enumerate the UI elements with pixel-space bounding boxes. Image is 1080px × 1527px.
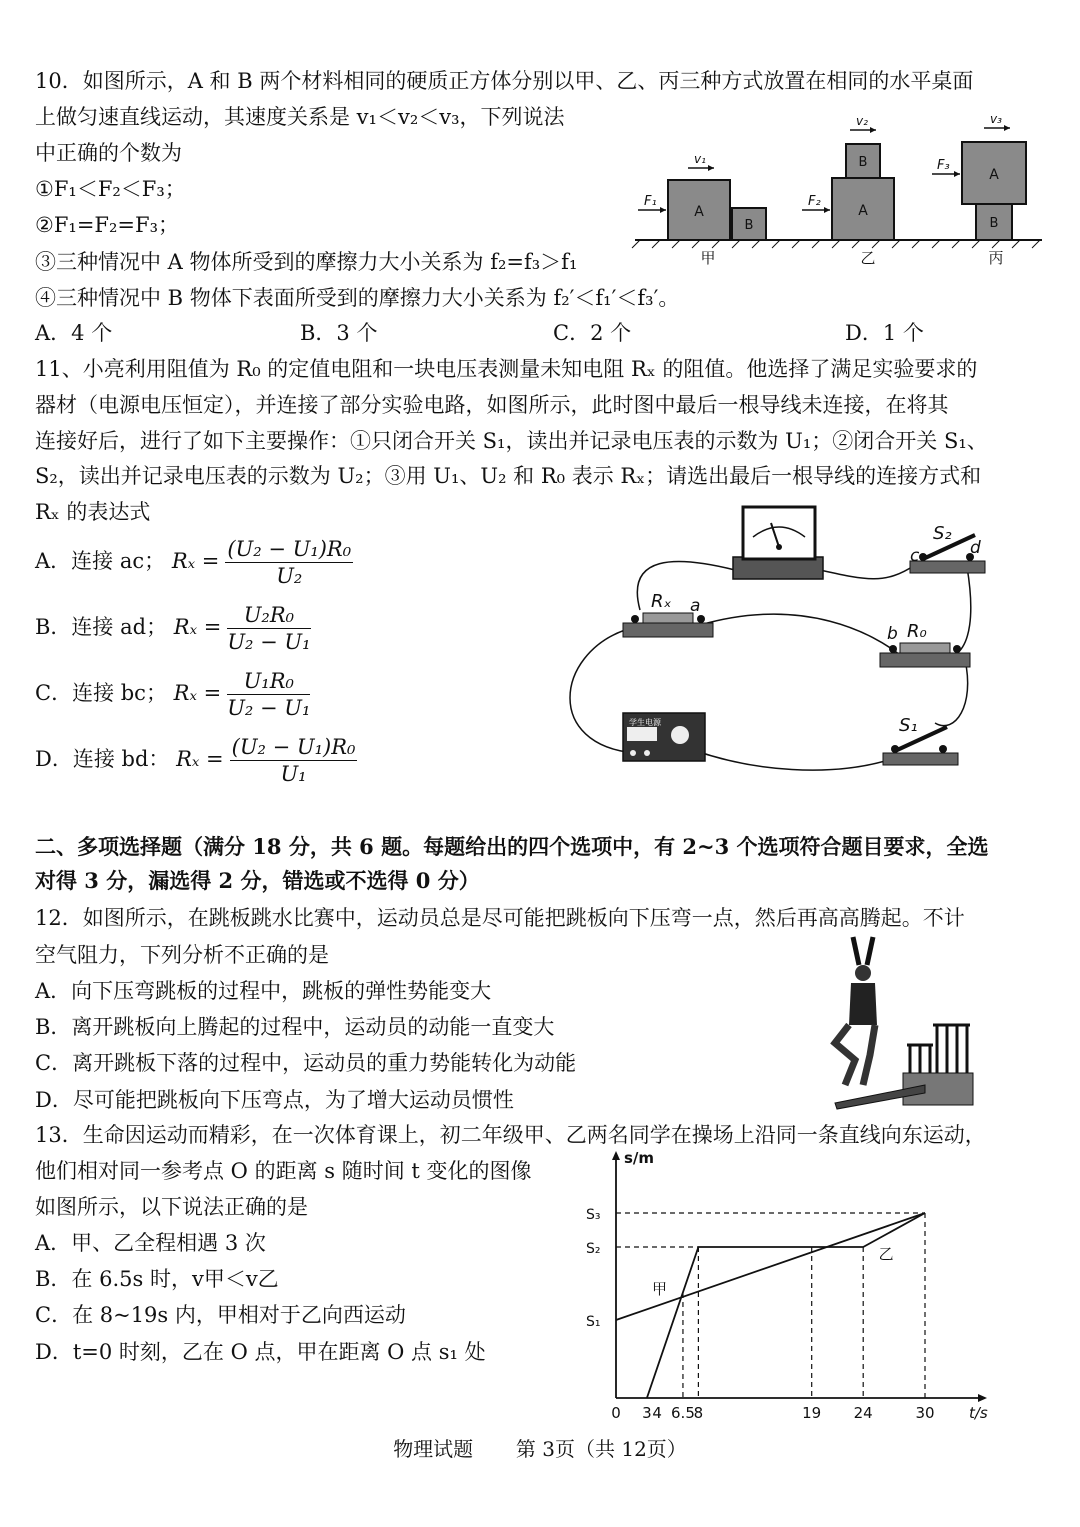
- q11-option-c-label: C．连接 bc；: [35, 681, 167, 705]
- x-axis-arrow: [978, 1394, 987, 1402]
- y-tick-label: S₁: [586, 1314, 601, 1330]
- q11-option-b-denominator: U₂ − U₁: [227, 630, 311, 654]
- q10-statement-2: ②F₁=F₂=F₃；: [35, 213, 179, 237]
- y-axis-label: s/m: [624, 1149, 655, 1167]
- q12-diver-figure: [825, 935, 975, 1120]
- footer-subject: 物理试题: [393, 1437, 474, 1461]
- q10-line3: 中正确的个数为: [35, 141, 182, 165]
- force-f1-label: F₁: [644, 194, 657, 209]
- x-tick-label: 3: [642, 1404, 652, 1420]
- q10-line2: 上做匀速直线运动，其速度关系是 v₁＜v₂＜v₃，下列说法: [35, 105, 565, 129]
- series-label-jia: 甲: [652, 1280, 668, 1298]
- series-label-yi: 乙: [878, 1245, 894, 1263]
- q11-option-c[interactable]: [35, 668, 310, 721]
- q13-option-a[interactable]: A．甲、乙全程相遇 3 次: [35, 1231, 266, 1255]
- q11-line2: 器材（电源电压恒定），并连接了部分实验电路，如图所示，此时图中最后一根导线未连接，在将其: [35, 393, 949, 417]
- q10-statement-1: ①F₁＜F₂＜F₃；: [35, 177, 186, 201]
- q12-line2: 空气阻力，下列分析不正确的是: [35, 943, 329, 967]
- q11-option-a-denominator: U₂: [276, 564, 303, 588]
- q10-option-c[interactable]: C．2 个: [553, 321, 632, 345]
- q11-option-d-numerator: (U₂ − U₁)R₀: [231, 735, 356, 759]
- q10-option-b[interactable]: B．3 个: [300, 321, 378, 345]
- q12-option-a[interactable]: A．向下压弯跳板的过程中，跳板的弹性势能变大: [35, 979, 492, 1003]
- q12-option-c[interactable]: C．离开跳板下落的过程中，运动员的重力势能转化为动能: [35, 1051, 577, 1075]
- section2-heading-line1: 二、多项选择题（满分 18 分，共 6 题。每题给出的四个选项中，有 2~3 个选项符合题目要求，全选: [35, 834, 989, 859]
- s1-label: S₁: [899, 715, 918, 736]
- page-footer: [0, 1433, 1080, 1462]
- y-tick-label: S₂: [586, 1241, 601, 1257]
- q11-option-b-label: B．连接 ad；: [35, 615, 168, 639]
- q10-statement-3: ③三种情况中 A 物体所受到的摩擦力大小关系为 f₂=f₃＞f₁: [35, 250, 578, 274]
- x-tick-label: 19: [802, 1404, 822, 1420]
- rx-label: Rₓ: [651, 591, 672, 612]
- resistor-r0: [880, 643, 970, 667]
- terminal-a-label: a: [690, 596, 701, 616]
- q13-option-c[interactable]: C．在 8~19s 内，甲相对于乙向西运动: [35, 1303, 406, 1327]
- q13-option-d[interactable]: D．t=0 时刻，乙在 O 点，甲在距离 O 点 s₁ 处: [35, 1340, 486, 1364]
- switch-s1: [883, 727, 958, 765]
- power-source-label: 学生电源: [629, 718, 661, 727]
- q11-option-a-numerator: (U₂ − U₁)R₀: [227, 537, 352, 561]
- label-yi: 乙: [860, 249, 876, 267]
- terminal-d-label: d: [970, 538, 981, 558]
- x-tick-label: 8: [693, 1404, 704, 1420]
- q11-option-b-numerator: U₂R₀: [227, 602, 310, 629]
- x-axis-label: t/s: [969, 1404, 988, 1420]
- x-tick-label: 6.5: [671, 1404, 695, 1420]
- x-tick-label: 24: [853, 1404, 873, 1420]
- q11-option-a[interactable]: [35, 536, 353, 589]
- yi-block-b-label: B: [858, 155, 868, 170]
- jia-block-b-label: B: [744, 218, 754, 233]
- q13-line3: 如图所示，以下说法正确的是: [35, 1195, 308, 1219]
- q11-line4: S₂，读出并记录电压表的示数为 U₂；③用 U₁、U₂ 和 R₀ 表示 Rₓ；请选出最后一根导线的连接方式和: [35, 464, 982, 488]
- bing-block-b-label: B: [989, 216, 999, 231]
- series-line-jia: [616, 1213, 925, 1320]
- force-f3-label: F₃: [937, 158, 950, 173]
- q11-line5: Rₓ 的表达式: [35, 500, 151, 524]
- q11-option-a-lhs: Rₓ =: [171, 549, 220, 573]
- q11-option-b[interactable]: [35, 602, 311, 655]
- q10-option-d[interactable]: D．1 个: [845, 321, 924, 345]
- voltmeter: [733, 507, 823, 579]
- q10-option-a[interactable]: A．4 个: [35, 321, 113, 345]
- bing-block-a-label: A: [989, 167, 999, 183]
- q13-st-chart: [580, 1145, 1040, 1420]
- terminal-c-label: c: [910, 546, 920, 566]
- q11-circuit-figure: [555, 495, 995, 795]
- velocity-v3-label: v₃: [990, 112, 1002, 126]
- label-bing: 丙: [988, 249, 1004, 267]
- r0-label: R₀: [907, 621, 927, 642]
- x-tick-label: 0: [611, 1404, 621, 1420]
- q13-line1: 13．生命因运动而精彩，在一次体育课上，初二年级甲、乙两名同学在操场上沿同一条直线向东运动，: [35, 1123, 986, 1147]
- y-tick-label: S₃: [586, 1207, 601, 1223]
- q11-line1: 11、小亮利用阻值为 R₀ 的定值电阻和一块电压表测量未知电阻 Rₓ 的阻值。他选择了满足实验要求的: [35, 357, 978, 381]
- q11-option-d-label: D．连接 bd：: [35, 747, 170, 771]
- q11-option-d-lhs: Rₓ =: [176, 747, 224, 771]
- q12-option-d[interactable]: D．尽可能把跳板向下压弯点，为了增大运动员惯性: [35, 1088, 514, 1112]
- q12-option-b[interactable]: B．离开跳板向上腾起的过程中，运动员的动能一直变大: [35, 1015, 555, 1039]
- q11-option-c-numerator: U₁R₀: [227, 668, 310, 695]
- resistor-rx: [623, 613, 713, 637]
- x-tick-label: 4: [652, 1404, 662, 1420]
- label-jia: 甲: [700, 249, 716, 267]
- terminal-b-label: b: [887, 624, 898, 644]
- q11-option-c-lhs: Rₓ =: [173, 681, 222, 705]
- diver: [835, 937, 877, 1085]
- series-line-yi: [647, 1213, 925, 1398]
- jia-block-a-label: A: [694, 204, 704, 220]
- velocity-v2-label: v₂: [856, 114, 868, 128]
- q10-statement-4: ④三种情况中 B 物体下表面所受到的摩擦力大小关系为 f₂′＜f₁′＜f₃′。: [35, 286, 680, 310]
- q11-option-d[interactable]: [35, 734, 357, 787]
- q11-option-a-label: A．连接 ac；: [35, 549, 166, 573]
- q11-option-d-denominator: U₁: [280, 762, 307, 786]
- velocity-v1-label: v₁: [694, 152, 706, 166]
- force-f2-label: F₂: [808, 194, 821, 209]
- q11-line3: 连接好后，进行了如下主要操作：①只闭合开关 S₁，读出并记录电压表的示数为 U₁；②闭合开关 S₁、: [35, 429, 988, 453]
- q10-figure: [630, 108, 1050, 273]
- section2-heading-line2: 对得 3 分，漏选得 2 分，错选或不选得 0 分）: [35, 868, 480, 893]
- yi-block-a-label: A: [858, 203, 868, 219]
- q11-option-b-lhs: Rₓ =: [173, 615, 222, 639]
- x-tick-label: 30: [915, 1404, 935, 1420]
- q13-line2: 他们相对同一参考点 O 的距离 s 随时间 t 变化的图像: [35, 1159, 532, 1183]
- s2-label: S₂: [933, 523, 952, 544]
- y-axis-arrow: [612, 1151, 620, 1160]
- q12-line1: 12．如图所示，在跳板跳水比赛中，运动员总是尽可能把跳板向下压弯一点，然后再高高腾起。不计: [35, 906, 965, 930]
- footer-page: 第 3页（共 12页）: [515, 1437, 687, 1461]
- q13-option-b[interactable]: B．在 6.5s 时，v甲＜v乙: [35, 1267, 279, 1291]
- q11-option-c-denominator: U₂ − U₁: [227, 696, 311, 720]
- q10-line1: 10．如图所示，A 和 B 两个材料相同的硬质正方体分别以甲、乙、丙三种方式放置在相同的水平桌面: [35, 69, 974, 93]
